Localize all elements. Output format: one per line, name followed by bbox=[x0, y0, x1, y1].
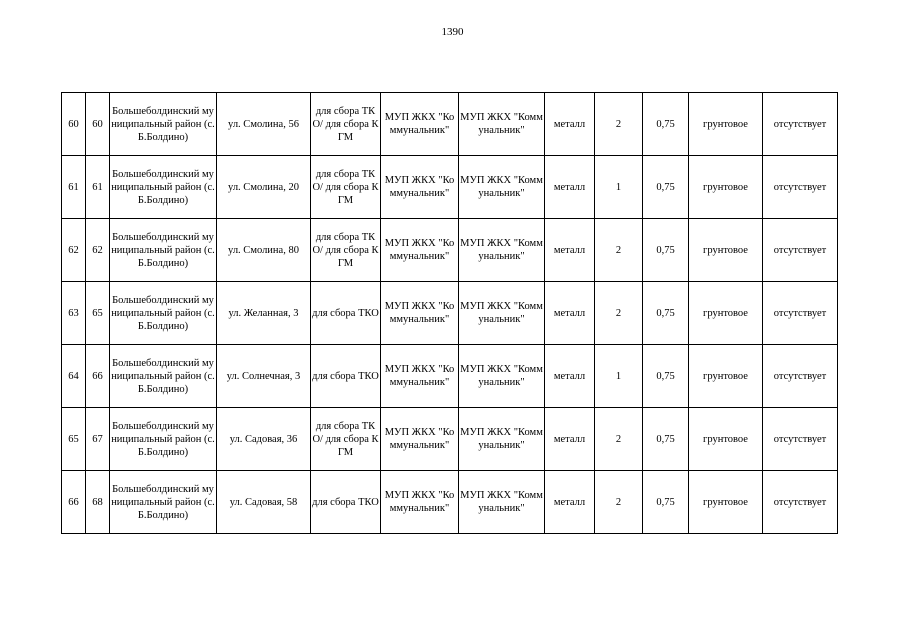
owner-cell: МУП ЖКХ "Коммунальник" bbox=[381, 345, 459, 408]
surface-cell: грунтовое bbox=[689, 282, 763, 345]
purpose-cell: для сбора ТКО/ для сбора КГМ bbox=[311, 93, 381, 156]
purpose-cell: для сбора ТКО bbox=[311, 345, 381, 408]
container-volume-cell: 0,75 bbox=[643, 282, 689, 345]
material-cell: металл bbox=[545, 156, 595, 219]
container-count-cell: 2 bbox=[595, 471, 643, 534]
registry-number: 61 bbox=[86, 156, 110, 219]
operator-cell: МУП ЖКХ "Коммунальник" bbox=[459, 156, 545, 219]
municipality-cell: Большеболдинский муниципальный район (с. Б.Болдино) bbox=[110, 156, 217, 219]
owner-cell: МУП ЖКХ "Коммунальник" bbox=[381, 408, 459, 471]
material-cell: металл bbox=[545, 345, 595, 408]
owner-cell: МУП ЖКХ "Коммунальник" bbox=[381, 93, 459, 156]
fence-cell: отсутствует bbox=[763, 219, 838, 282]
surface-cell: грунтовое bbox=[689, 471, 763, 534]
row-number: 66 bbox=[62, 471, 86, 534]
address-cell: ул. Смолина, 80 bbox=[217, 219, 311, 282]
operator-cell: МУП ЖКХ "Коммунальник" bbox=[459, 93, 545, 156]
surface-cell: грунтовое bbox=[689, 156, 763, 219]
owner-cell: МУП ЖКХ "Коммунальник" bbox=[381, 156, 459, 219]
container-count-cell: 1 bbox=[595, 156, 643, 219]
purpose-cell: для сбора ТКО bbox=[311, 282, 381, 345]
container-count-cell: 2 bbox=[595, 282, 643, 345]
table-row bbox=[62, 471, 838, 534]
fence-cell: отсутствует bbox=[763, 156, 838, 219]
table-row bbox=[62, 282, 838, 345]
table-row bbox=[62, 93, 838, 156]
purpose-cell: для сбора ТКО/ для сбора КГМ bbox=[311, 408, 381, 471]
registry-number: 62 bbox=[86, 219, 110, 282]
table-row bbox=[62, 219, 838, 282]
address-cell: ул. Солнечная, 3 bbox=[217, 345, 311, 408]
municipality-cell: Большеболдинский муниципальный район (с. Б.Болдино) bbox=[110, 471, 217, 534]
row-number: 61 bbox=[62, 156, 86, 219]
registry-number: 66 bbox=[86, 345, 110, 408]
container-volume-cell: 0,75 bbox=[643, 156, 689, 219]
purpose-cell: для сбора ТКО bbox=[311, 471, 381, 534]
row-number: 64 bbox=[62, 345, 86, 408]
municipality-cell: Большеболдинский муниципальный район (с. Б.Болдино) bbox=[110, 408, 217, 471]
material-cell: металл bbox=[545, 219, 595, 282]
page-number: 1390 bbox=[441, 26, 464, 38]
municipality-cell: Большеболдинский муниципальный район (с. Б.Болдино) bbox=[110, 93, 217, 156]
registry-number: 67 bbox=[86, 408, 110, 471]
surface-cell: грунтовое bbox=[689, 345, 763, 408]
surface-cell: грунтовое bbox=[689, 219, 763, 282]
container-count-cell: 2 bbox=[595, 93, 643, 156]
operator-cell: МУП ЖКХ "Коммунальник" bbox=[459, 408, 545, 471]
fence-cell: отсутствует bbox=[763, 408, 838, 471]
operator-cell: МУП ЖКХ "Коммунальник" bbox=[459, 345, 545, 408]
material-cell: металл bbox=[545, 408, 595, 471]
container-count-cell: 2 bbox=[595, 219, 643, 282]
fence-cell: отсутствует bbox=[763, 93, 838, 156]
address-cell: ул. Смолина, 20 bbox=[217, 156, 311, 219]
surface-cell: грунтовое bbox=[689, 93, 763, 156]
address-cell: ул. Желанная, 3 bbox=[217, 282, 311, 345]
registry-number: 65 bbox=[86, 282, 110, 345]
table-row bbox=[62, 156, 838, 219]
operator-cell: МУП ЖКХ "Коммунальник" bbox=[459, 219, 545, 282]
municipality-cell: Большеболдинский муниципальный район (с. Б.Болдино) bbox=[110, 282, 217, 345]
registry-number: 60 bbox=[86, 93, 110, 156]
container-volume-cell: 0,75 bbox=[643, 93, 689, 156]
row-number: 60 bbox=[62, 93, 86, 156]
row-number: 63 bbox=[62, 282, 86, 345]
surface-cell: грунтовое bbox=[689, 408, 763, 471]
material-cell: металл bbox=[545, 282, 595, 345]
owner-cell: МУП ЖКХ "Коммунальник" bbox=[381, 282, 459, 345]
owner-cell: МУП ЖКХ "Коммунальник" bbox=[381, 471, 459, 534]
fence-cell: отсутствует bbox=[763, 282, 838, 345]
row-number: 65 bbox=[62, 408, 86, 471]
fence-cell: отсутствует bbox=[763, 471, 838, 534]
address-cell: ул. Смолина, 56 bbox=[217, 93, 311, 156]
container-count-cell: 2 bbox=[595, 408, 643, 471]
owner-cell: МУП ЖКХ "Коммунальник" bbox=[381, 219, 459, 282]
container-volume-cell: 0,75 bbox=[643, 345, 689, 408]
row-number: 62 bbox=[62, 219, 86, 282]
container-count-cell: 1 bbox=[595, 345, 643, 408]
municipality-cell: Большеболдинский муниципальный район (с. Б.Болдино) bbox=[110, 345, 217, 408]
purpose-cell: для сбора ТКО/ для сбора КГМ bbox=[311, 156, 381, 219]
container-volume-cell: 0,75 bbox=[643, 471, 689, 534]
operator-cell: МУП ЖКХ "Коммунальник" bbox=[459, 471, 545, 534]
container-sites-table bbox=[61, 92, 838, 534]
table-row bbox=[62, 345, 838, 408]
operator-cell: МУП ЖКХ "Коммунальник" bbox=[459, 282, 545, 345]
material-cell: металл bbox=[545, 93, 595, 156]
address-cell: ул. Садовая, 58 bbox=[217, 471, 311, 534]
table-row bbox=[62, 408, 838, 471]
address-cell: ул. Садовая, 36 bbox=[217, 408, 311, 471]
container-volume-cell: 0,75 bbox=[643, 219, 689, 282]
registry-number: 68 bbox=[86, 471, 110, 534]
fence-cell: отсутствует bbox=[763, 345, 838, 408]
purpose-cell: для сбора ТКО/ для сбора КГМ bbox=[311, 219, 381, 282]
material-cell: металл bbox=[545, 471, 595, 534]
container-volume-cell: 0,75 bbox=[643, 408, 689, 471]
municipality-cell: Большеболдинский муниципальный район (с. Б.Болдино) bbox=[110, 219, 217, 282]
